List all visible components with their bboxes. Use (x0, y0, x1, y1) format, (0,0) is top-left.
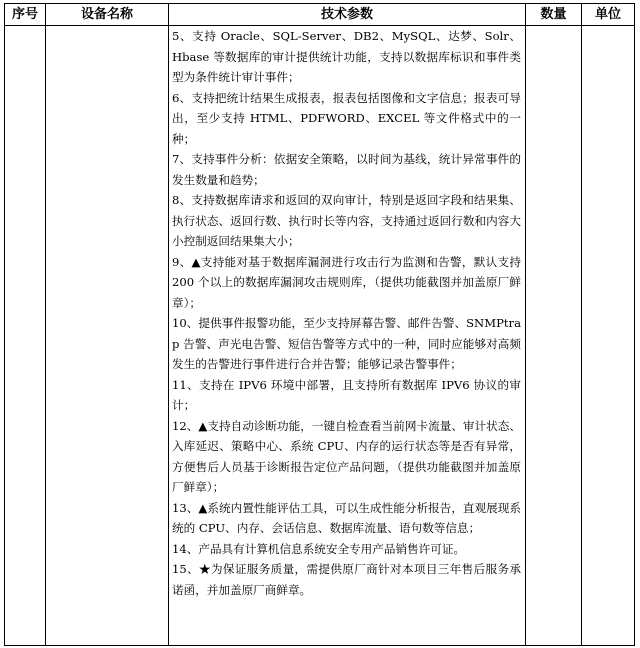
spec-item: 5、支持 Oracle、SQL-Server、DB2、MySQL、达梦、Solr、Hbase 等数据库的审计提供统计功能，支持以数据库标识和事件类型为条件统计审计事件； (172, 29, 521, 84)
tech-params-cell (172, 26, 521, 600)
spec-item: 7、支持事件分析：依据安全策略，以时间为基线，统计异常事件的发生数量和趋势； (172, 152, 521, 187)
spec-table (4, 3, 635, 646)
spec-item: 11、支持在 IPV6 环境中部署，且支持所有数据库 IPV6 协议的审计； (172, 377, 521, 412)
header-tech-params: 技术参数 (320, 7, 373, 22)
cell-seq (5, 26, 45, 47)
spec-item: 8、支持数据库请求和返回的双向审计，特别是返回字段和结果集、执行状态、返回行数、执行时长等内容，支持通过返回行数和内容大小控制返回结果集大小； (172, 193, 521, 248)
spec-item: 13、▲系统内置性能评估工具，可以生成性能分析报告，直观展现系统的 CPU、内存、会话信息、数据库流量、语句数等信息； (172, 500, 521, 535)
spec-item: 10、提供事件报警功能，至少支持屏幕告警、邮件告警、SNMPtrap 告警、声光电告警、短信告警等方式中的一种，同时应能够对高频发生的告警进行事件进行合并告警；能够记录告警事件； (172, 316, 521, 371)
column-divider (581, 4, 582, 645)
spec-item: 14、产品具有计算机信息系统安全专用产品销售许可证。 (172, 541, 466, 556)
header-quantity: 数量 (540, 7, 567, 22)
spec-item: 12、▲支持自动诊断功能，一键自检查看当前网卡流量、审计状态、入库延迟、策略中心、系统 CPU、内存的运行状态等是否有异常，方便售后人员基于诊断报告定位产品问题，（提供功能截图并加盖原厂鲜章）； (172, 418, 521, 494)
column-divider (168, 4, 169, 645)
cell-unit (582, 26, 634, 47)
header-unit: 单位 (594, 7, 621, 22)
cell-quantity (526, 26, 581, 47)
column-divider (45, 4, 46, 645)
spec-item: 6、支持把统计结果生成报表，报表包括图像和文字信息；报表可导出，至少支持 HTML、PDFWORD、EXCEL 等文件格式中的一种； (172, 90, 521, 146)
spec-item: 15、★为保证服务质量，需提供原厂商针对本项目三年售后服务承诺函，并加盖原厂商鲜章。 (172, 562, 521, 597)
column-divider (525, 4, 526, 645)
header-device-name: 设备名称 (80, 7, 133, 22)
header-seq: 序号 (11, 7, 38, 22)
cell-device-name (46, 26, 168, 47)
spec-item: 9、▲支持能对基于数据库漏洞进行攻击行为监测和告警，默认支持 200 个以上的数据库漏洞攻击规则库，（提供功能截图并加盖原厂鲜章）； (172, 254, 521, 310)
